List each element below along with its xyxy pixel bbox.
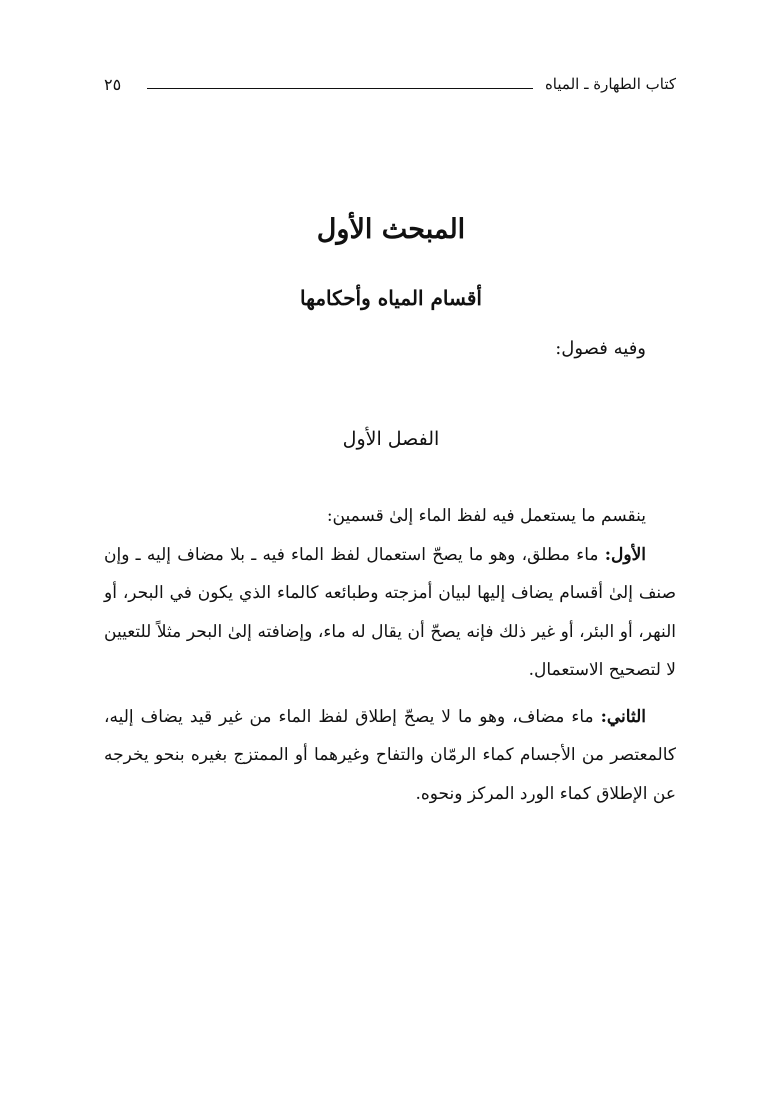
intro-line: وفيه فصول: (555, 338, 646, 359)
running-header (104, 72, 676, 96)
header-book-title: كتاب الطهارة ـ المياه (544, 75, 676, 93)
lead-paragraph: ينقسم ما يستعمل فيه لفظ الماء إلىٰ قسمين: (326, 506, 646, 526)
second-paragraph (104, 698, 676, 814)
second-term: الثاني: (600, 706, 646, 727)
section-title: الفصل الأول (342, 428, 440, 450)
first-paragraph (104, 536, 676, 690)
second-text: ماء مضاف، وهو ما لا يصحّ إطلاق لفظ الماء من غير قيد يضاف إليه، كالمعتصر من الأجسام كماء الرمّان والتفاح وغيرهما أو الممتزج بغيره بنحو يخرجه عن الإطلاق كماء الورد المركز ونحوه. (104, 706, 676, 804)
first-text: ماء مطلق، وهو ما يصحّ استعمال لفظ الماء فيه ـ بلا مضاف إليه ـ وإن صنف إلىٰ أقسام يضاف إليها لبيان أمزجته وطبائعه كالماء الذي يكون في البحر، أو النهر، أو البئر، أو غير ذلك فإنه يصحّ أن يقال له ماء، وإضافته إلىٰ البحر مثلاً للتعيين لا لتصحيح الاستعمال. (104, 544, 676, 680)
page-number: ٢٥ (104, 74, 122, 94)
body-text (104, 497, 676, 821)
header-rule (147, 88, 533, 89)
chapter-title: المبحث الأول (316, 214, 466, 245)
chapter-subtitle: أقسام المياه وأحكامها (300, 286, 482, 310)
first-term: الأول: (604, 544, 646, 565)
